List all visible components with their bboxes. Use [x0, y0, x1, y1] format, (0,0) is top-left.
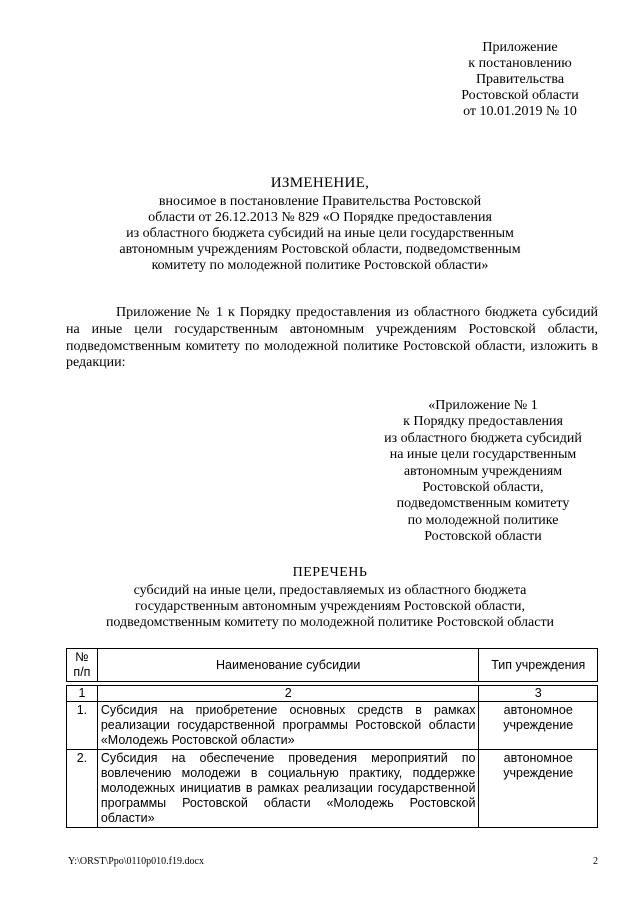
attachment-line: к постановлению — [468, 56, 572, 71]
table-column-numbers-row — [67, 686, 598, 702]
list-heading-line: подведомственным комитету по молодежной политике Ростовской области — [105, 615, 555, 630]
table-row — [67, 702, 598, 750]
column-number-cell: 2 — [97, 686, 479, 702]
column-number-cell: 3 — [479, 686, 598, 702]
annex-line: на иные цели государственным — [389, 447, 577, 463]
row-name-cell: Субсидия на обеспечение проведения мероприятий по вовлечению молодежи в социальную практику, поддержке молодежных инициатив в рамках реализации государственной программы Ростовской области «Молодежь Ростовской области» — [97, 750, 479, 828]
table-header-row — [67, 649, 598, 682]
table-row — [67, 750, 598, 828]
row-number-cell: 1. — [67, 702, 98, 750]
document-title: ИЗМЕНЕНИЕ, — [270, 175, 370, 191]
paragraph-text: Приложение № 1 к Порядку предоставления из областного бюджета субсидий на иные цели государственным автономным учреждениям Ростовской области, подведомственным комитету по молодежной политике Ростовской области, изложить в редакции: — [66, 305, 598, 371]
attachment-line: Приложение — [482, 40, 558, 55]
heading-line: вносимое в постановление Правительства Ростовской — [158, 194, 482, 209]
row-type-cell: автономное учреждение — [479, 702, 598, 750]
row-name-cell: Субсидия на приобретение основных средств в рамках реализации государственной программы Ростовской области «Молодежь Ростовской области» — [97, 702, 479, 750]
list-title: ПЕРЕЧЕНЬ — [292, 565, 368, 580]
row-number-cell: 2. — [67, 750, 98, 828]
annex-line: автономным учреждениям — [403, 463, 563, 479]
heading-line: области от 26.12.2013 № 829 «О Порядке предоставления — [148, 210, 492, 225]
header-cell-name: Наименование субсидии — [97, 649, 479, 682]
attachment-line: Правительства — [475, 72, 565, 87]
annex-block — [368, 398, 598, 546]
body-paragraph — [66, 305, 598, 372]
annex-line: из областного бюджета субсидий — [384, 430, 582, 446]
page-number: 2 — [593, 856, 598, 867]
list-heading-line: субсидий на иные цели, предоставляемых из областного бюджета — [133, 583, 527, 598]
document-heading — [60, 175, 580, 274]
annex-line: Ростовской области — [424, 529, 542, 545]
heading-line: комитету по молодежной политике Ростовской области» — [151, 258, 489, 273]
column-number-cell: 1 — [67, 686, 98, 702]
header-cell-type: Тип учреждения — [479, 649, 598, 682]
attachment-line: Ростовской области — [461, 88, 579, 103]
attachment-block — [420, 40, 620, 120]
annex-line: подведомственным комитету — [396, 496, 570, 512]
heading-line: из областного бюджета субсидий на иные цели государственным — [126, 226, 514, 241]
annex-line: по молодежной политике — [407, 512, 559, 528]
list-heading — [60, 565, 600, 631]
list-heading-line: государственным автономным учреждениям Ростовской области, — [135, 599, 525, 614]
file-path: Y:\ORST\Ppo\0110p010.f19.docx — [68, 856, 204, 867]
heading-line: автономным учреждениям Ростовской области, подведомственным — [119, 242, 521, 257]
header-cell-number: № п/п — [67, 649, 98, 682]
attachment-line: от 10.01.2019 № 10 — [463, 104, 577, 119]
annex-line: к Порядку предоставления — [403, 414, 563, 430]
annex-line: Ростовской области, — [422, 480, 544, 496]
annex-line: «Приложение № 1 — [428, 398, 538, 413]
row-type-cell: автономное учреждение — [479, 750, 598, 828]
subsidy-table — [66, 648, 598, 828]
